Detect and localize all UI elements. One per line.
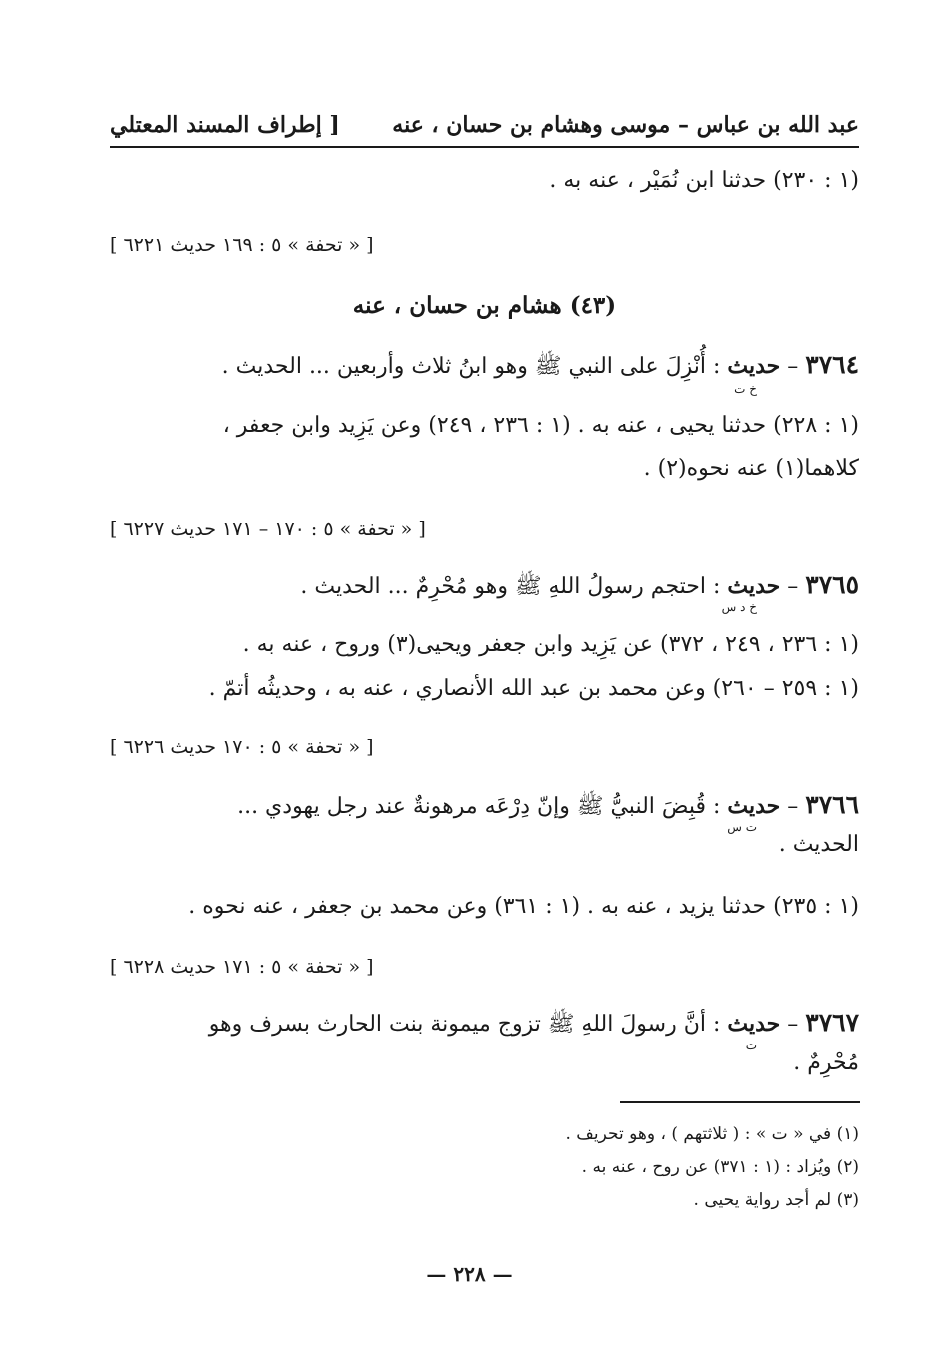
footnote: (٣) لم أجد رواية يحيى . xyxy=(693,1190,859,1210)
hadith-3765: ٣٧٦٥ – حديث : احتجم رسولُ اللهِ ﷺ وهو مُحْرِمٌ ... الحديث . xyxy=(300,570,859,599)
sigla: خ د س xyxy=(721,600,757,614)
chain-line: كلاهما(١) عنه نحوه(٢) . xyxy=(643,456,859,481)
hadith-number: ٣٧٦٦ xyxy=(805,790,859,819)
sigla: خ ت xyxy=(734,382,757,396)
hadith-word: حديث xyxy=(727,353,781,379)
hadith-3766: ٣٧٦٦ – حديث : قُبِضَ النبيُّ ﷺ وإنّ دِرْعَه مرهونةٌ عند رجل يهودي ... xyxy=(237,790,859,819)
hadith-number: ٣٧٦٥ xyxy=(805,570,859,599)
chain-line: (١ : ٢٣٠) حدثنا ابن نُمَيْر ، عنه به . xyxy=(549,168,859,193)
hadith-3764: ٣٧٦٤ – حديث : أُنْزِلَ على النبي ﷺ وهو ابنُ ثلاث وأربعين ... الحديث . xyxy=(221,350,859,379)
hadith-continuation: مُحْرِمٌ . xyxy=(793,1050,859,1075)
hadith-number: ٣٧٦٤ xyxy=(805,350,859,379)
hadith-number: ٣٧٦٧ xyxy=(805,1008,859,1037)
hadith-word: حديث xyxy=(727,1011,781,1037)
running-head-title: عبد الله بن عباس – موسى وهشام بن حسان ، عنه xyxy=(392,112,859,138)
page-number: — ٢٢٨ — xyxy=(426,1262,513,1286)
reference-bracket: [ « تحفة » ٥ : ١٦٩ حديث ٦٢٢١ ] xyxy=(110,234,374,256)
chain-line: (١ : ٢٣٥) حدثنا يزيد ، عنه به . (١ : ٣٦١) وعن محمد بن جعفر ، عنه نحوه . xyxy=(188,894,859,919)
hadith-text: : قُبِضَ النبيُّ ﷺ وإنّ دِرْعَه مرهونةٌ عند رجل يهودي ... xyxy=(237,794,721,819)
reference-bracket: [ « تحفة » ٥ : ١٧٠ حديث ٦٢٢٦ ] xyxy=(110,736,374,758)
footnote: (١) في « ت » : ( ثلاثتهم ) ، وهو تحريف . xyxy=(565,1124,859,1144)
hadith-word: حديث xyxy=(727,793,781,819)
running-head xyxy=(110,98,859,138)
footnote: (٢) ويُزاد : (١ : ٣٧١) عن روح ، عنه به . xyxy=(581,1157,859,1177)
hadith-word: حديث xyxy=(727,573,781,599)
running-head-book: [ إطراف المسند المعتلي xyxy=(110,112,340,138)
footnote-rule xyxy=(620,1101,860,1103)
hadith-text: : أنَّ رسولَ اللهِ ﷺ تزوج ميمونة بنت الحارث بسرف وهو xyxy=(208,1012,721,1037)
chain-line: (١ : ٢٥٩ – ٢٦٠) وعن محمد بن عبد الله الأنصاري ، عنه به ، وحديثُه أتمّ . xyxy=(208,676,859,701)
hadith-text: : احتجم رسولُ اللهِ ﷺ وهو مُحْرِمٌ ... الحديث . xyxy=(300,574,721,599)
sigla: ت س xyxy=(727,820,757,834)
hadith-3767: ٣٧٦٧ – حديث : أنَّ رسولَ اللهِ ﷺ تزوج ميمونة بنت الحارث بسرف وهو xyxy=(208,1008,859,1037)
hadith-text: : أُنْزِلَ على النبي ﷺ وهو ابنُ ثلاث وأربعين ... الحديث . xyxy=(221,354,721,379)
chain-line: (١ : ٢٣٦ ، ٢٤٩ ، ٣٧٢) عن يَزِيد وابن جعفر ويحيى(٣) وروح ، عنه به . xyxy=(242,632,859,657)
header-rule xyxy=(110,146,859,148)
section-heading: (٤٣) هشام بن حسان ، عنه xyxy=(352,292,617,319)
reference-bracket: [ « تحفة » ٥ : ١٧٠ – ١٧١ حديث ٦٢٢٧ ] xyxy=(110,518,426,540)
sigla: ت xyxy=(745,1038,757,1052)
chain-line: (١ : ٢٢٨) حدثنا يحيى ، عنه به . (١ : ٢٣٦ ، ٢٤٩) وعن يَزِيد وابن جعفر ، xyxy=(222,413,859,438)
hadith-continuation: الحديث . xyxy=(778,832,859,857)
reference-bracket: [ « تحفة » ٥ : ١٧١ حديث ٦٢٢٨ ] xyxy=(110,956,374,978)
